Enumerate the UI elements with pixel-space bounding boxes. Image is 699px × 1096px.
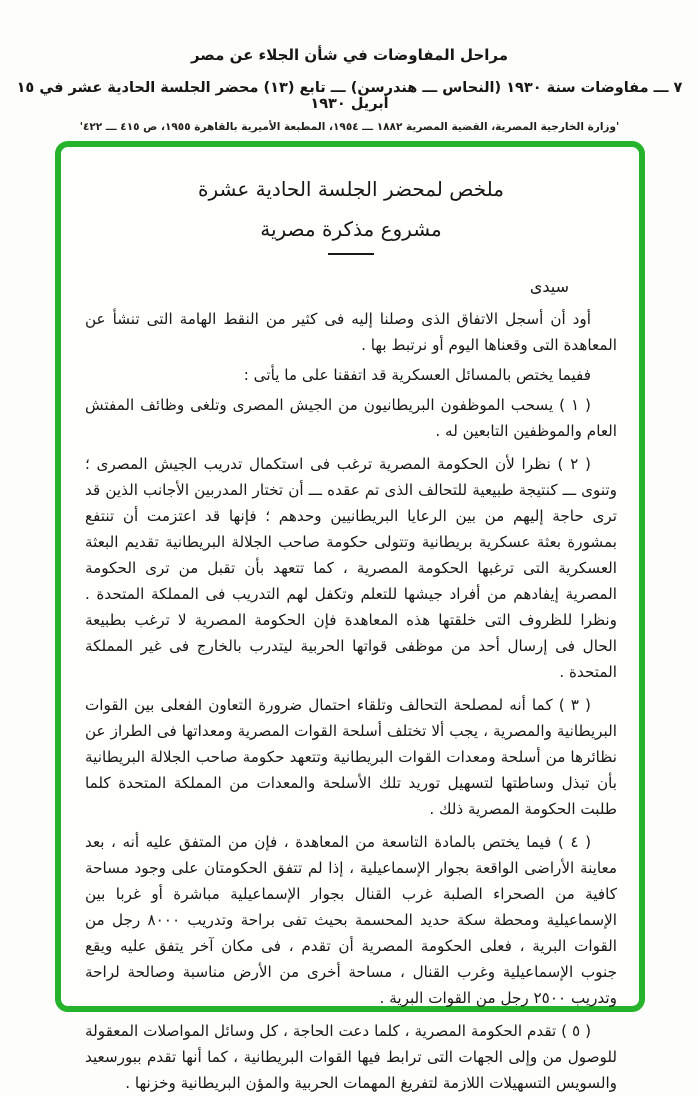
page-header — [0, 0, 699, 133]
paragraph-item-1: ( ١ ) يسحب الموظفون البريطانيون من الجيش المصرى وتلغى وظائف المفتش العام والموظفين التابعين له . — [85, 396, 617, 440]
paragraph-item-2: ( ٢ ) نظرا لأن الحكومة المصرية ترغب فى استكمال تدريب الجيش المصرى ؛ وتنوى ـــ كنتيجة طبيعية للتحالف الذى تم عقده ـــ أن تختار المدربين الأجانب الذين قد ترى حاجة إليهم من بين الرعايا البريطانيين وحدهم ؛ فإنها قد اعتزمت أن تنتفع بمشورة بعثة عسكرية بريطانية وتتولى حكومة صاحب الجلالة البريطانية تقديم البعثة العسكرية التى ترغبها الحكومة المصرية ، كما تتعهد بأن تقبل من ترى الحكومة المصرية إيفادهم من أفراد جيشها للتعلم وتكفل لهم التدريب فى المملكة المتحدة . ونظرا للظروف التى خلقتها هذه المعاهدة فإن الحكومة المصرية لا ترغب بطبيعة الحال فى إرسال أحد من موظفى قواتها الحربية ليتدرب بالخارج فى غير المملكة المتحدة . — [85, 455, 617, 681]
document-frame — [55, 141, 645, 1092]
paragraph-military-lead-in: ففيما يختص بالمسائل العسكرية قد اتفقنا على ما يأتى : — [243, 366, 591, 384]
header-subtitle: ٧ ـــ مفاوضات سنة ١٩٣٠ (النحاس ـــ هندرسن) ـــ تابع (١٣) محضر الجلسة الحادية عشر في ١٥ أبريل ١٩٣٠ — [16, 80, 683, 112]
document-heading-session-summary: ملخص لمحضر الجلسة الحادية عشرة — [197, 177, 504, 201]
paragraph-item-3: ( ٣ ) كما أنه لمصلحة التحالف وتلقاء احتمال ضرورة التعاون الفعلى بين القوات البريطانية والمصرية ، يجب ألا تختلف أسلحة القوات المصرية ومعداتها فى الطراز عن نظائرها من أسلحة ومعدات القوات البريطانية وتتعهد حكومة صاحب الجلالة البريطانية بأن تبذل وساطتها لتسهيل توريد تلك الأسلحة والمعدات من المملكة المتحدة كلما طلبت الحكومة المصرية ذلك . — [85, 696, 617, 818]
document-body — [85, 306, 617, 1096]
salutation: سيدى — [529, 277, 569, 296]
paragraph-item-5: ( ٥ ) تقدم الحكومة المصرية ، كلما دعت الحاجة ، كل وسائل المواصلات المعقولة للوصول من وإلى الجهات التى ترابط فيها القوات البريطانية ، كما أنها تقدم ببورسعيد والسويس التسهيلات اللازمة لتفريغ المهمات الحربية والمؤن البريطانية وخزنها . — [85, 1022, 617, 1092]
paragraph-intro: أود أن أسجل الاتفاق الذى وصلنا إليه فى كثير من النقط الهامة التى تنشأ عن المعاهدة التى وقعناها اليوم أو نرتبط بها . — [85, 310, 617, 354]
header-source-citation: 'وزارة الخارجية المصرية، القضية المصرية ١٨٨٢ ـــ ١٩٥٤، المطبعة الأميرية بالقاهرة ١٩٥٥، ص ٤١٥ ـــ ٤٢٢' — [79, 121, 620, 133]
heading-divider — [328, 253, 374, 255]
document-heading-memo-draft: مشروع مذكرة مصرية — [260, 217, 442, 241]
paragraph-item-4: ( ٤ ) فيما يختص بالمادة التاسعة من المعاهدة ، فإن من المتفق عليه أنه ، بعد معاينة الأراضى الواقعة بجوار الإسماعيلية ، إذا لم تتفق الحكومتان على وجود مساحة كافية من الصحراء الصلبة غرب القنال بجوار الإسماعيلية مباشرة أو غربا بين الإسماعيلية ومحطة سكة حديد المحسمة بحيث تفى براحة وتدريب ٨٠٠٠ رجل من القوات البرية ، فعلى الحكومة المصرية أن تقدم ، فى مكان آخر يتفق عليه ويقع جنوب الإسماعيلية وغرب القنال ، مساحة أخرى من الأرض مناسبة وصالحة لراحة وتدريب ٢٥٠٠ رجل من القوات البرية . — [85, 833, 617, 1007]
header-title: مراحل المفاوضات في شأن الجلاء عن مصر — [190, 46, 509, 64]
document-content — [85, 177, 617, 1092]
